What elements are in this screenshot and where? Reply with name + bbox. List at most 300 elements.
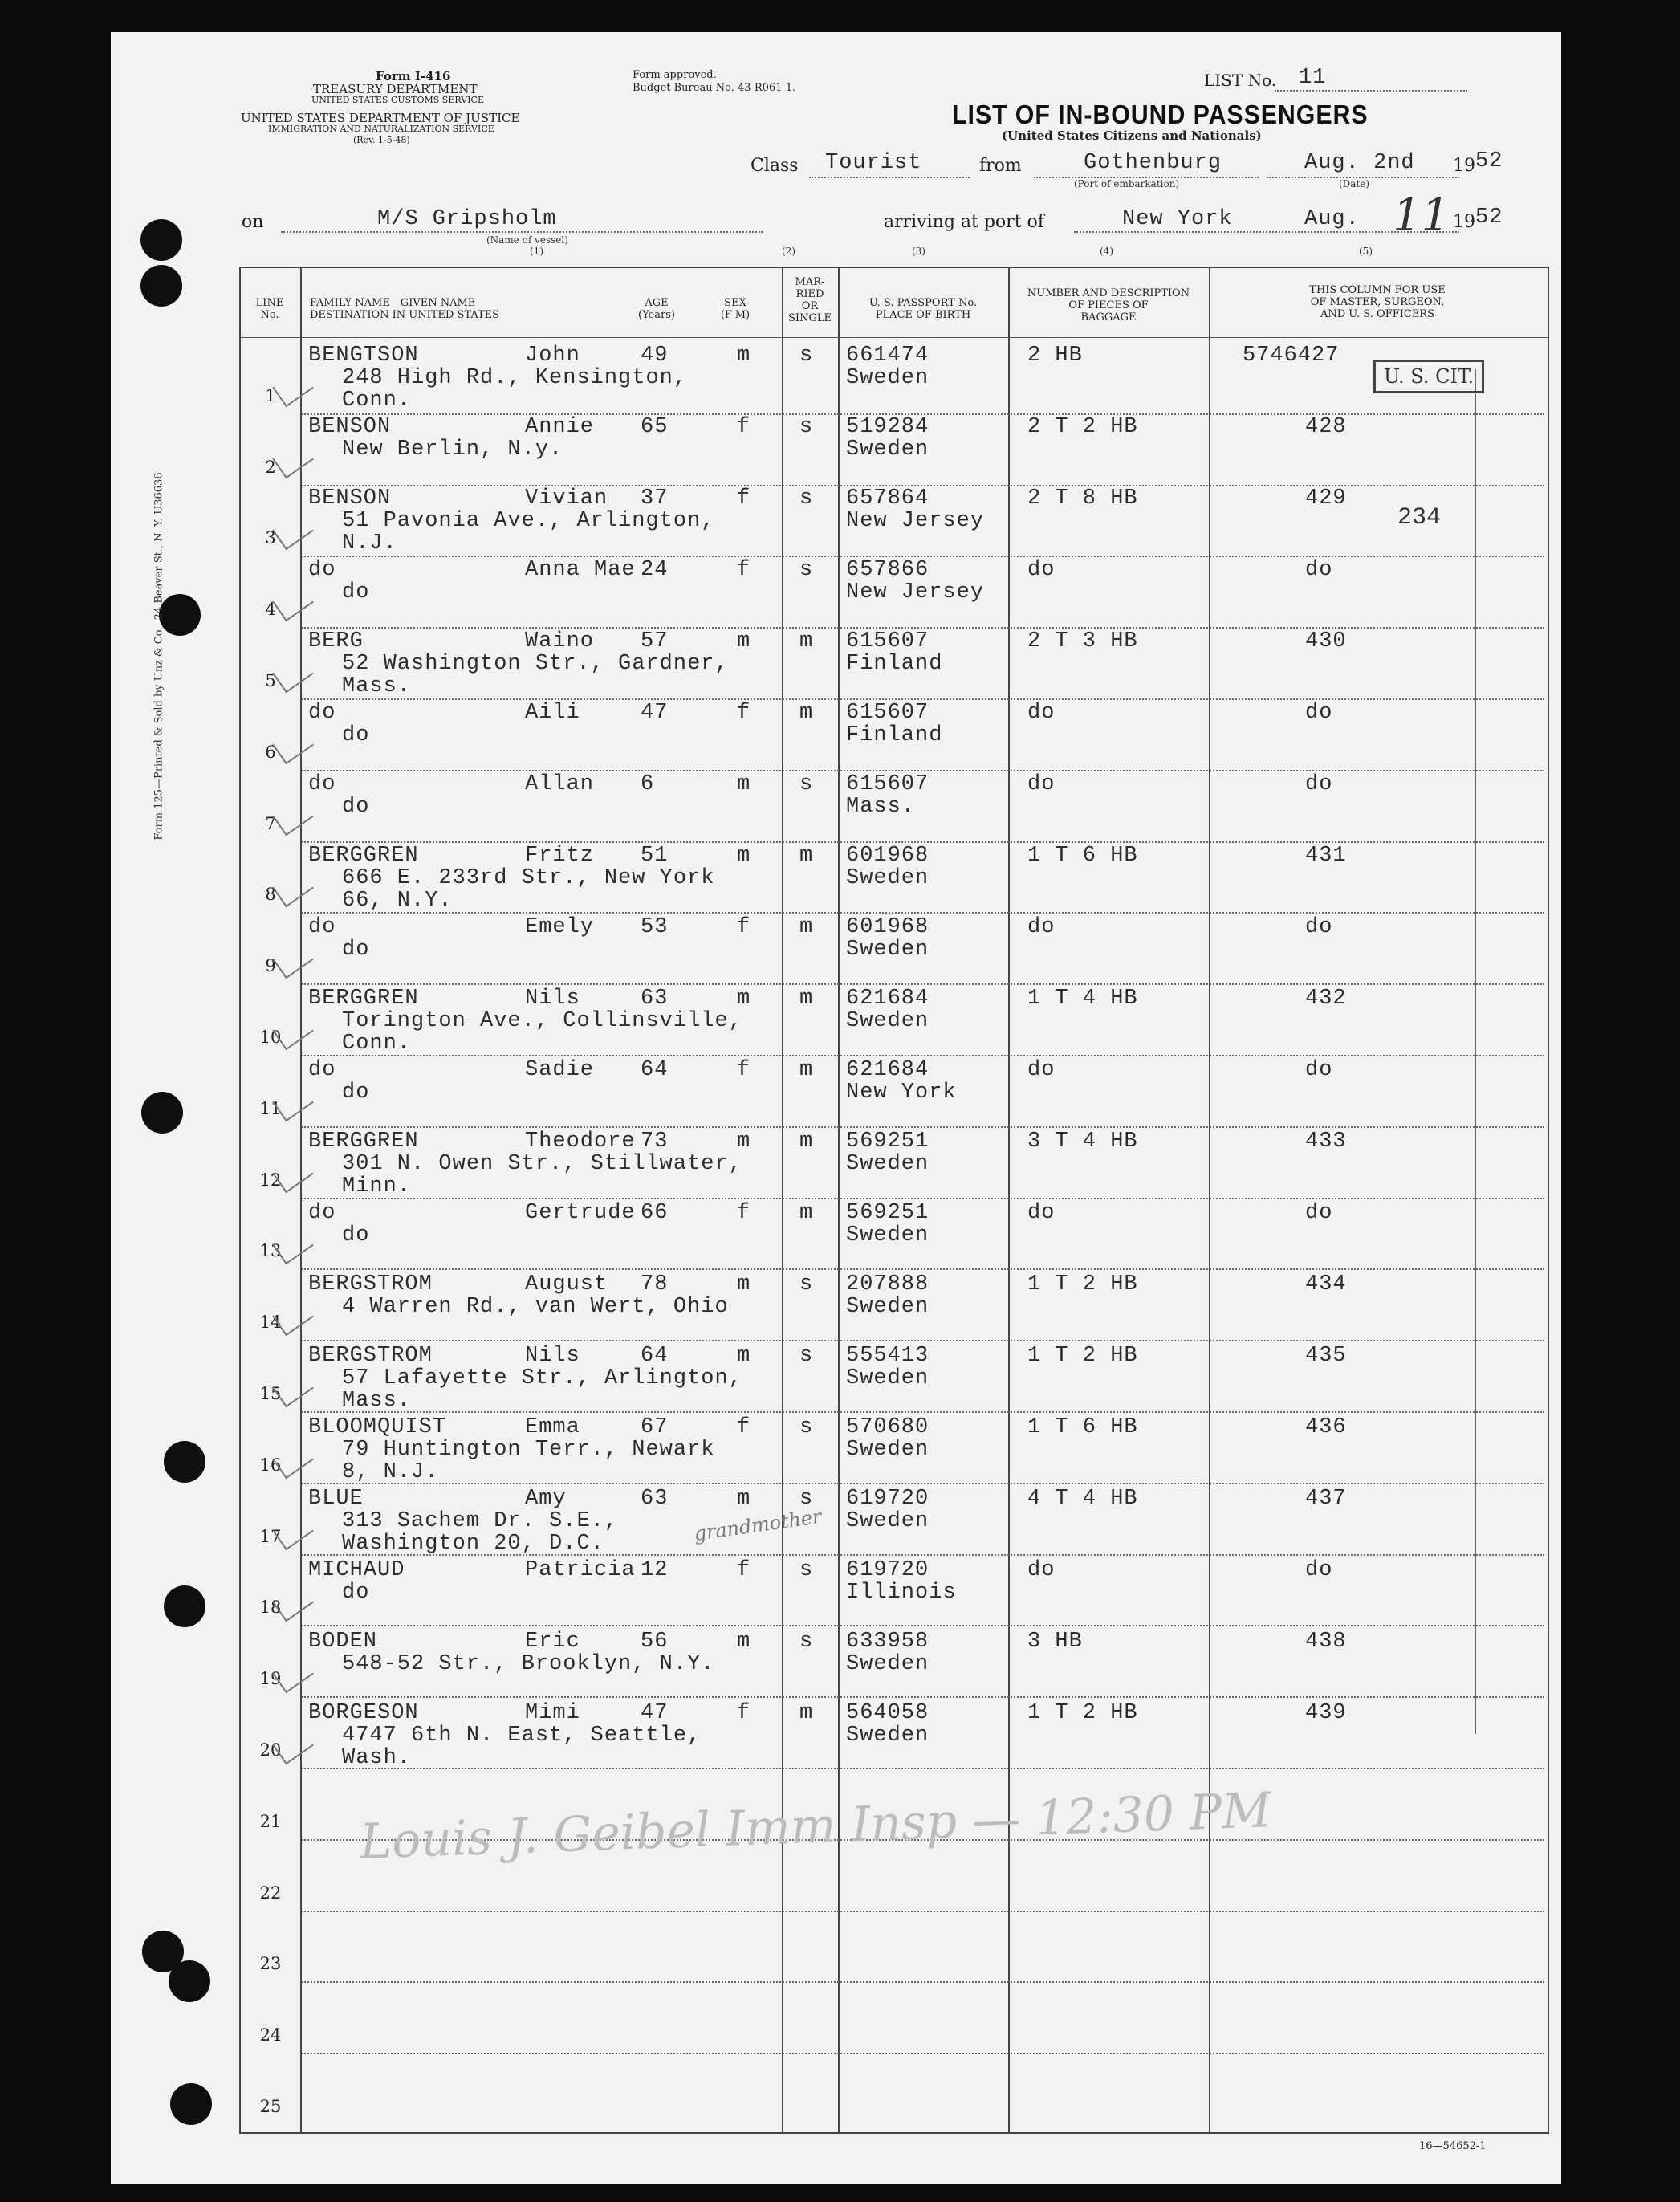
col-header-baggage: NUMBER AND DESCRIPTION OF PIECES OF BAGGAGE bbox=[1027, 287, 1190, 324]
col-header-married: MAR- RIED OR SINGLE bbox=[788, 276, 832, 324]
passenger-age: 56 bbox=[641, 1630, 669, 1654]
line-number: 13 bbox=[259, 1241, 282, 1261]
line-number: 21 bbox=[259, 1811, 282, 1831]
line-number: 9 bbox=[265, 956, 276, 976]
baggage-description: 2 HB bbox=[1027, 344, 1083, 368]
officer-number: do bbox=[1305, 1058, 1333, 1082]
place-of-birth: Sweden bbox=[846, 366, 929, 390]
officer-number: do bbox=[1305, 1201, 1333, 1225]
place-of-birth: Finland bbox=[846, 723, 943, 747]
line-number: 15 bbox=[259, 1384, 282, 1403]
destination-line: Minn. bbox=[342, 1174, 412, 1199]
destination-line: N.J. bbox=[342, 531, 397, 556]
line-number: 8 bbox=[265, 885, 276, 905]
passenger-sex: f bbox=[737, 1201, 751, 1225]
revision: (Rev. 1-5-48) bbox=[353, 135, 410, 145]
place-of-birth: Sweden bbox=[846, 1438, 929, 1462]
treasury-dept: TREASURY DEPARTMENT bbox=[313, 82, 478, 96]
baggage-description: do bbox=[1027, 1058, 1056, 1082]
baggage-description: 1 T 6 HB bbox=[1027, 1415, 1138, 1439]
officer-number: 435 bbox=[1305, 1344, 1347, 1368]
passenger-marital-status: m bbox=[799, 1129, 814, 1154]
passenger-marital-status: m bbox=[799, 915, 814, 939]
destination-line: do bbox=[342, 723, 370, 747]
passenger-family-name: MICHAUD bbox=[308, 1558, 405, 1582]
embark-port: Gothenburg bbox=[1084, 151, 1222, 175]
passenger-age: 49 bbox=[641, 344, 669, 368]
passenger-marital-status: s bbox=[799, 558, 814, 582]
passport-number: 555413 bbox=[846, 1344, 929, 1368]
passenger-sex: f bbox=[737, 915, 751, 939]
from-label: from bbox=[979, 156, 1022, 176]
col-header-name: FAMILY NAME—GIVEN NAME DESTINATION IN UNITED STATES bbox=[310, 297, 500, 321]
row-divider bbox=[302, 1625, 1544, 1626]
passenger-marital-status: m bbox=[799, 987, 814, 1011]
row-divider bbox=[302, 1126, 1544, 1128]
passenger-age: 51 bbox=[641, 844, 669, 868]
passenger-marital-status: s bbox=[799, 415, 814, 439]
year-prefix: 19 bbox=[1453, 212, 1475, 232]
destination-line: Wash. bbox=[342, 1746, 412, 1770]
baggage-description: do bbox=[1027, 701, 1056, 725]
line-number: 3 bbox=[265, 528, 276, 548]
passport-number: 564058 bbox=[846, 1701, 929, 1725]
passenger-family-name: BODEN bbox=[308, 1630, 378, 1654]
row-divider bbox=[302, 1911, 1544, 1912]
passport-number: 657866 bbox=[846, 558, 929, 582]
row-divider bbox=[302, 770, 1544, 771]
passenger-family-name: BERGGREN bbox=[308, 987, 419, 1011]
passenger-family-name: BORGESON bbox=[308, 1701, 419, 1725]
embark-date: Aug. 2nd bbox=[1304, 151, 1415, 175]
destination-line: Conn. bbox=[342, 389, 412, 413]
passenger-sex: f bbox=[737, 558, 751, 582]
col-header-sex: SEX (F-M) bbox=[720, 297, 751, 321]
budget-bureau: Budget Bureau No. 43-R061-1. bbox=[633, 82, 796, 94]
passenger-given-name: Waino bbox=[525, 629, 595, 653]
passenger-age: 63 bbox=[641, 987, 669, 1011]
col-divider bbox=[1008, 268, 1010, 2132]
passport-number: 601968 bbox=[846, 844, 929, 868]
officer-number: 433 bbox=[1305, 1129, 1347, 1154]
passenger-given-name: Anna Mae bbox=[525, 558, 636, 582]
passenger-family-name: do bbox=[308, 915, 336, 939]
destination-line: Washington 20, D.C. bbox=[342, 1532, 604, 1556]
punch-hole bbox=[170, 2083, 212, 2125]
us-citizen-stamp: U. S. CIT. bbox=[1373, 360, 1484, 393]
list-no-value: 11 bbox=[1299, 66, 1327, 90]
baggage-description: 1 T 6 HB bbox=[1027, 844, 1138, 868]
destination-line: 548-52 Str., Brooklyn, N.Y. bbox=[342, 1652, 715, 1676]
passport-number: 621684 bbox=[846, 1058, 929, 1082]
destination-line: Torington Ave., Collinsville, bbox=[342, 1009, 742, 1033]
destination-line: do bbox=[342, 580, 370, 604]
passenger-family-name: BERGSTROM bbox=[308, 1344, 433, 1368]
passport-number: 601968 bbox=[846, 915, 929, 939]
passenger-marital-status: s bbox=[799, 1558, 814, 1582]
dotted-rule bbox=[281, 231, 763, 233]
row-divider bbox=[302, 1696, 1544, 1698]
passenger-sex: m bbox=[737, 844, 751, 868]
handwritten-note: grandmother bbox=[692, 1505, 824, 1545]
arriving-label: arriving at port of bbox=[884, 212, 1044, 232]
row-divider bbox=[302, 1411, 1544, 1413]
passenger-sex: m bbox=[737, 1272, 751, 1296]
destination-line: 52 Washington Str., Gardner, bbox=[342, 652, 729, 676]
passenger-marital-status: s bbox=[799, 344, 814, 368]
place-of-birth: Mass. bbox=[846, 795, 916, 819]
passenger-sex: m bbox=[737, 1487, 751, 1511]
row-divider bbox=[302, 1768, 1544, 1769]
baggage-description: 3 T 4 HB bbox=[1027, 1129, 1138, 1154]
row-divider bbox=[302, 1483, 1544, 1484]
line-number: 14 bbox=[259, 1313, 282, 1333]
passenger-marital-status: s bbox=[799, 1344, 814, 1368]
baggage-description: do bbox=[1027, 1558, 1056, 1582]
destination-line: 313 Sachem Dr. S.E., bbox=[342, 1509, 619, 1533]
destination-line: Mass. bbox=[342, 674, 412, 698]
passenger-family-name: do bbox=[308, 1201, 336, 1225]
officer-number: 429 bbox=[1305, 486, 1347, 511]
passenger-marital-status: m bbox=[799, 629, 814, 653]
destination-line: do bbox=[342, 1081, 370, 1105]
destination-line: 79 Huntington Terr., Newark bbox=[342, 1438, 715, 1462]
passenger-age: 37 bbox=[641, 486, 669, 511]
passenger-given-name: Vivian bbox=[525, 486, 608, 511]
row-divider bbox=[302, 983, 1544, 985]
punch-hole bbox=[164, 1441, 205, 1483]
place-of-birth: Illinois bbox=[846, 1581, 957, 1605]
passport-number: 657864 bbox=[846, 486, 929, 511]
line-number: 17 bbox=[259, 1526, 282, 1546]
officer-number: do bbox=[1305, 772, 1333, 796]
line-number: 2 bbox=[265, 457, 276, 477]
list-no-label: LIST No. bbox=[1204, 71, 1277, 90]
line-number: 18 bbox=[259, 1598, 282, 1618]
col-num-1: (1) bbox=[530, 246, 543, 257]
row-divider bbox=[302, 841, 1544, 843]
line-number: 11 bbox=[259, 1098, 282, 1118]
passenger-marital-status: s bbox=[799, 486, 814, 511]
passenger-marital-status: m bbox=[799, 844, 814, 868]
row-divider bbox=[302, 1268, 1544, 1270]
baggage-description: 1 T 2 HB bbox=[1027, 1344, 1138, 1368]
margin-note: 234 bbox=[1397, 504, 1442, 531]
passport-number: 207888 bbox=[846, 1272, 929, 1296]
officer-number: 439 bbox=[1305, 1701, 1347, 1725]
place-of-birth: Sweden bbox=[846, 1366, 929, 1390]
destination-line: New Berlin, N.y. bbox=[342, 438, 563, 462]
passenger-family-name: BLOOMQUIST bbox=[308, 1415, 447, 1439]
passenger-sex: f bbox=[737, 486, 751, 511]
passenger-family-name: BERGSTROM bbox=[308, 1272, 433, 1296]
passenger-given-name: Amy bbox=[525, 1487, 567, 1511]
line-number: 16 bbox=[259, 1455, 282, 1475]
passenger-marital-status: s bbox=[799, 1630, 814, 1654]
passenger-given-name: Nils bbox=[525, 1344, 580, 1368]
place-of-birth: New York bbox=[846, 1081, 957, 1105]
passenger-marital-status: m bbox=[799, 1058, 814, 1082]
officer-number: 5746427 bbox=[1243, 344, 1340, 368]
row-divider bbox=[302, 627, 1544, 629]
row-divider bbox=[302, 698, 1544, 700]
vessel-caption: (Name of vessel) bbox=[486, 234, 568, 246]
arrival-day-handwritten: 11 bbox=[1393, 189, 1450, 242]
passenger-family-name: BENGTSON bbox=[308, 344, 419, 368]
passenger-family-name: BERG bbox=[308, 629, 364, 653]
officer-number: 437 bbox=[1305, 1487, 1347, 1511]
passenger-sex: m bbox=[737, 344, 751, 368]
footer-code: 16—54652-1 bbox=[1419, 2140, 1487, 2152]
passenger-age: 63 bbox=[641, 1487, 669, 1511]
col-header-line: LINE No. bbox=[255, 297, 284, 321]
destination-line: 301 N. Owen Str., Stillwater, bbox=[342, 1152, 742, 1176]
passenger-sex: m bbox=[737, 1630, 751, 1654]
passenger-given-name: Emma bbox=[525, 1415, 580, 1439]
col-num-3: (3) bbox=[912, 246, 925, 257]
line-number: 19 bbox=[259, 1669, 282, 1689]
passenger-marital-status: s bbox=[799, 1272, 814, 1296]
passenger-age: 12 bbox=[641, 1558, 669, 1582]
line-number: 1 bbox=[265, 385, 276, 405]
row-divider bbox=[302, 2053, 1544, 2054]
officer-number: 438 bbox=[1305, 1630, 1347, 1654]
passport-number: 661474 bbox=[846, 344, 929, 368]
punch-hole bbox=[141, 1092, 183, 1134]
punch-hole bbox=[164, 1585, 205, 1627]
passenger-family-name: BENSON bbox=[308, 415, 392, 439]
passenger-sex: m bbox=[737, 772, 751, 796]
passenger-family-name: BENSON bbox=[308, 486, 392, 511]
passenger-age: 64 bbox=[641, 1058, 669, 1082]
header-rule bbox=[239, 337, 1548, 338]
officer-number: 430 bbox=[1305, 629, 1347, 653]
passenger-sex: m bbox=[737, 629, 751, 653]
passenger-family-name: BERGGREN bbox=[308, 1129, 419, 1154]
col-divider bbox=[1209, 268, 1210, 2132]
passenger-marital-status: m bbox=[799, 1701, 814, 1725]
passenger-family-name: BERGGREN bbox=[308, 844, 419, 868]
passenger-given-name: Fritz bbox=[525, 844, 595, 868]
passport-number: 569251 bbox=[846, 1201, 929, 1225]
line-number: 22 bbox=[259, 1882, 282, 1903]
passport-number: 633958 bbox=[846, 1630, 929, 1654]
officer-number: 434 bbox=[1305, 1272, 1347, 1296]
place-of-birth: Sweden bbox=[846, 1652, 929, 1676]
year-prefix: 19 bbox=[1453, 156, 1475, 176]
passenger-given-name: Eric bbox=[525, 1630, 580, 1654]
officer-number: do bbox=[1305, 701, 1333, 725]
passenger-age: 67 bbox=[641, 1415, 669, 1439]
destination-line: 4747 6th N. East, Seattle, bbox=[342, 1724, 702, 1748]
baggage-description: 2 T 3 HB bbox=[1027, 629, 1138, 653]
row-divider bbox=[302, 1981, 1544, 1983]
officer-number: 432 bbox=[1305, 987, 1347, 1011]
officer-number: 431 bbox=[1305, 844, 1347, 868]
line-number: 23 bbox=[259, 1954, 282, 1974]
destination-line: 57 Lafayette Str., Arlington, bbox=[342, 1366, 742, 1390]
col-num-4: (4) bbox=[1100, 246, 1113, 257]
baggage-description: 3 HB bbox=[1027, 1630, 1083, 1654]
passenger-given-name: Mimi bbox=[525, 1701, 580, 1725]
passenger-family-name: BLUE bbox=[308, 1487, 364, 1511]
passenger-marital-status: s bbox=[799, 772, 814, 796]
passport-number: 621684 bbox=[846, 987, 929, 1011]
passport-number: 615607 bbox=[846, 701, 929, 725]
baggage-description: do bbox=[1027, 558, 1056, 582]
place-of-birth: New Jersey bbox=[846, 580, 985, 604]
place-of-birth: Sweden bbox=[846, 1223, 929, 1248]
passenger-marital-status: s bbox=[799, 1487, 814, 1511]
passenger-given-name: August bbox=[525, 1272, 608, 1296]
passenger-given-name: Gertrude bbox=[525, 1201, 636, 1225]
arrival-port: New York bbox=[1122, 207, 1233, 231]
passenger-list-page bbox=[111, 32, 1561, 2184]
arrival-year: 52 bbox=[1475, 206, 1503, 230]
destination-line: 8, N.J. bbox=[342, 1460, 439, 1484]
col-num-5: (5) bbox=[1359, 246, 1373, 257]
arrival-month: Aug. bbox=[1304, 207, 1360, 231]
passenger-marital-status: m bbox=[799, 1201, 814, 1225]
passenger-given-name: John bbox=[525, 344, 580, 368]
destination-line: do bbox=[342, 1581, 370, 1605]
passenger-sex: f bbox=[737, 701, 751, 725]
place-of-birth: Sweden bbox=[846, 1509, 929, 1533]
passenger-age: 64 bbox=[641, 1344, 669, 1368]
date-caption: (Date) bbox=[1339, 178, 1370, 189]
passport-number: 615607 bbox=[846, 772, 929, 796]
form-number: Form I-416 bbox=[376, 69, 451, 83]
place-of-birth: Sweden bbox=[846, 1295, 929, 1319]
passport-number: 570680 bbox=[846, 1415, 929, 1439]
passenger-age: 6 bbox=[641, 772, 655, 796]
embark-year: 52 bbox=[1475, 149, 1503, 173]
dotted-rule bbox=[809, 177, 970, 178]
dotted-rule bbox=[1275, 90, 1467, 92]
destination-line: 66, N.Y. bbox=[342, 889, 453, 913]
inspector-signature: Louis J. Geibel Imm Insp — 12:30 PM bbox=[359, 1782, 1272, 1870]
passenger-family-name: do bbox=[308, 701, 336, 725]
passenger-age: 57 bbox=[641, 629, 669, 653]
officer-number: do bbox=[1305, 1558, 1333, 1582]
destination-line: do bbox=[342, 1223, 370, 1248]
passenger-sex: f bbox=[737, 415, 751, 439]
punch-hole bbox=[140, 219, 182, 261]
destination-line: Conn. bbox=[342, 1032, 412, 1056]
baggage-description: 1 T 4 HB bbox=[1027, 987, 1138, 1011]
line-number: 20 bbox=[259, 1740, 282, 1760]
baggage-description: 2 T 2 HB bbox=[1027, 415, 1138, 439]
passenger-given-name: Nils bbox=[525, 987, 580, 1011]
line-number: 7 bbox=[265, 813, 276, 833]
place-of-birth: New Jersey bbox=[846, 509, 985, 533]
passenger-age: 66 bbox=[641, 1201, 669, 1225]
place-of-birth: Sweden bbox=[846, 1724, 929, 1748]
col-divider bbox=[1475, 369, 1476, 1734]
destination-line: 248 High Rd., Kensington, bbox=[342, 366, 688, 390]
line-number: 5 bbox=[265, 671, 276, 690]
passenger-sex: m bbox=[737, 1344, 751, 1368]
passenger-sex: f bbox=[737, 1558, 751, 1582]
place-of-birth: Sweden bbox=[846, 438, 929, 462]
passenger-given-name: Aili bbox=[525, 701, 580, 725]
passenger-family-name: do bbox=[308, 1058, 336, 1082]
passenger-age: 65 bbox=[641, 415, 669, 439]
customs-service: UNITED STATES CUSTOMS SERVICE bbox=[311, 95, 484, 105]
passenger-sex: m bbox=[737, 987, 751, 1011]
col-divider bbox=[300, 268, 302, 2132]
destination-line: do bbox=[342, 938, 370, 962]
punch-hole bbox=[159, 594, 201, 636]
row-divider bbox=[302, 912, 1544, 914]
destination-line: Mass. bbox=[342, 1389, 412, 1413]
form-subtitle: (United States Citizens and Nationals) bbox=[1002, 128, 1262, 143]
class-label: Class bbox=[751, 156, 799, 176]
punch-hole bbox=[140, 265, 182, 307]
passenger-age: 47 bbox=[641, 701, 669, 725]
baggage-description: 1 T 2 HB bbox=[1027, 1272, 1138, 1296]
passport-number: 615607 bbox=[846, 629, 929, 653]
punch-hole bbox=[169, 1960, 210, 2002]
passenger-sex: m bbox=[737, 1129, 751, 1154]
line-number: 10 bbox=[259, 1028, 282, 1047]
officer-number: do bbox=[1305, 915, 1333, 939]
passenger-age: 53 bbox=[641, 915, 669, 939]
col-header-passport: U. S. PASSPORT No. PLACE OF BIRTH bbox=[868, 297, 978, 321]
place-of-birth: Sweden bbox=[846, 938, 929, 962]
line-number: 24 bbox=[259, 2025, 282, 2045]
destination-line: 666 E. 233rd Str., New York bbox=[342, 866, 715, 890]
form-title: LIST OF IN-BOUND PASSENGERS bbox=[952, 100, 1369, 129]
passenger-given-name: Patricia bbox=[525, 1558, 636, 1582]
row-divider bbox=[302, 1340, 1544, 1341]
row-divider bbox=[302, 1198, 1544, 1199]
place-of-birth: Sweden bbox=[846, 1152, 929, 1176]
passport-number: 569251 bbox=[846, 1129, 929, 1154]
class-value: Tourist bbox=[825, 151, 922, 175]
col-header-officers: THIS COLUMN FOR USE OF MASTER, SURGEON, AND U. S. OFFICERS bbox=[1309, 284, 1446, 320]
passenger-age: 24 bbox=[641, 558, 669, 582]
form-approved: Form approved. bbox=[633, 69, 717, 81]
passenger-given-name: Annie bbox=[525, 415, 595, 439]
justice-dept: UNITED STATES DEPARTMENT OF JUSTICE bbox=[241, 111, 520, 125]
officer-number: 436 bbox=[1305, 1415, 1347, 1439]
destination-line: 51 Pavonia Ave., Arlington, bbox=[342, 509, 715, 533]
passport-number: 619720 bbox=[846, 1487, 929, 1511]
destination-line: 4 Warren Rd., van Wert, Ohio bbox=[342, 1295, 729, 1319]
officer-number: 428 bbox=[1305, 415, 1347, 439]
line-number: 4 bbox=[265, 600, 276, 620]
vessel-name: M/S Gripsholm bbox=[377, 207, 557, 231]
baggage-description: do bbox=[1027, 915, 1056, 939]
passenger-given-name: Theodore bbox=[525, 1129, 636, 1154]
passenger-given-name: Emely bbox=[525, 915, 595, 939]
place-of-birth: Finland bbox=[846, 652, 943, 676]
baggage-description: do bbox=[1027, 1201, 1056, 1225]
on-label: on bbox=[242, 212, 264, 232]
embark-caption: (Port of embarkation) bbox=[1074, 178, 1180, 189]
passport-number: 619720 bbox=[846, 1558, 929, 1582]
passenger-age: 47 bbox=[641, 1701, 669, 1725]
officer-number: do bbox=[1305, 558, 1333, 582]
baggage-description: 2 T 8 HB bbox=[1027, 486, 1138, 511]
line-number: 12 bbox=[259, 1170, 282, 1190]
passenger-given-name: Sadie bbox=[525, 1058, 595, 1082]
passenger-marital-status: m bbox=[799, 701, 814, 725]
passenger-marital-status: s bbox=[799, 1415, 814, 1439]
ins-service: IMMIGRATION AND NATURALIZATION SERVICE bbox=[268, 124, 494, 134]
passenger-family-name: do bbox=[308, 772, 336, 796]
